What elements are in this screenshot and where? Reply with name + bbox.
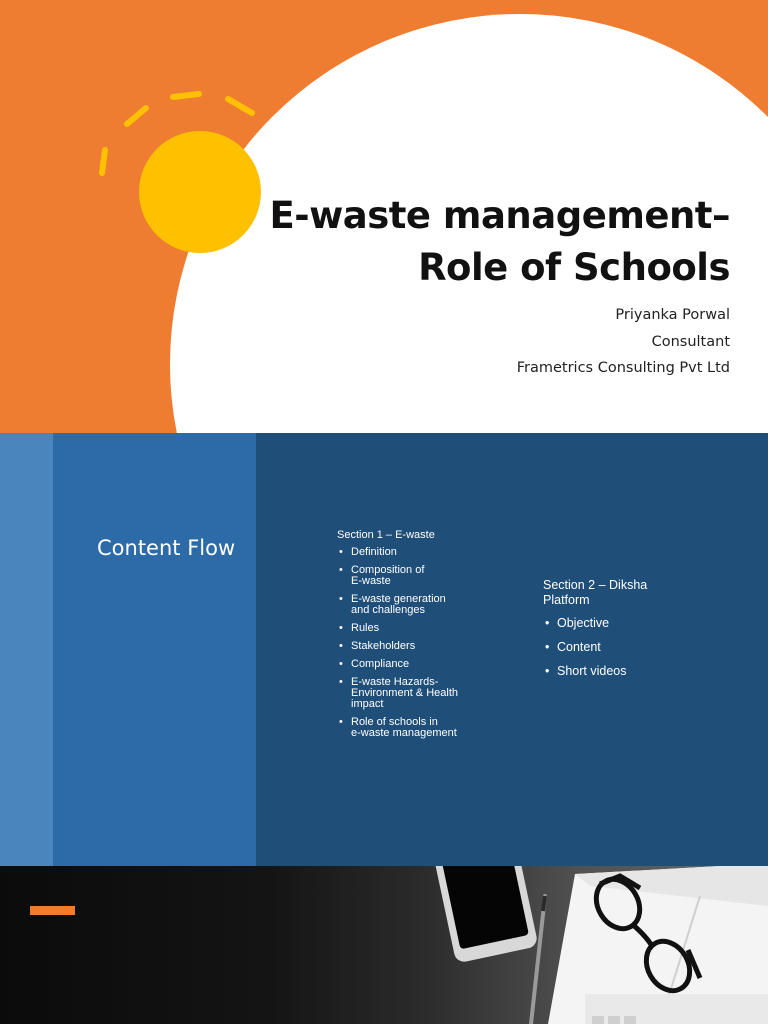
section-2-list: [543, 616, 683, 678]
section-2-title-line: Platform: [543, 593, 590, 607]
presenter-name: Priyanka Porwal: [615, 307, 730, 323]
list-item: • Rules: [339, 622, 380, 634]
section-2: [543, 578, 683, 688]
list-item: • Definition: [339, 546, 397, 558]
list-item: • Stakeholders: [339, 640, 416, 652]
heading-panel: [53, 433, 256, 866]
list-item-text: E-waste generation: [351, 593, 446, 605]
list-item: • E-waste generation and challenges: [337, 594, 487, 616]
smartphone-icon: [433, 866, 538, 964]
list-item-text: impact: [351, 698, 384, 710]
slide-title: [269, 190, 730, 294]
section-1-title: Section 1 – E-waste: [337, 529, 435, 541]
content-flow-slide: [0, 433, 768, 866]
list-item: • Content: [545, 640, 601, 654]
title-slide: [0, 0, 768, 433]
list-item: • Short videos: [545, 664, 627, 678]
list-item-text: Rules: [351, 622, 380, 634]
section-1: [337, 529, 487, 746]
list-item-text: Role of schools in: [351, 716, 438, 728]
list-item-text: e-waste management: [351, 727, 457, 739]
left-strip: [0, 433, 53, 866]
list-item-text: Environment & Health: [351, 687, 458, 699]
list-item-text: Compliance: [351, 658, 410, 670]
presenter-role: Consultant: [651, 333, 730, 350]
section-2-title-line: Section 2 – Diksha: [543, 578, 648, 592]
list-item: • Compliance: [339, 658, 410, 670]
list-item-text: Content: [557, 640, 601, 654]
list-item: • E-waste Hazards- Environment & Health impact: [337, 677, 487, 710]
section-2-title: [543, 578, 683, 608]
title-line-2: Role of Schools: [418, 246, 730, 289]
list-item-text: Definition: [351, 546, 397, 558]
list-item-text: Short videos: [557, 664, 627, 678]
list-item-text: and challenges: [351, 604, 426, 616]
content-flow-heading: Content Flow: [97, 536, 236, 560]
notebook-icon: [548, 866, 768, 1024]
presenter-info: [517, 302, 730, 382]
list-item-text: Objective: [557, 616, 610, 630]
desk-photo: [0, 866, 768, 1024]
presenter-company: Frametrics Consulting Pvt Ltd: [516, 360, 730, 376]
sun-icon: [139, 131, 261, 253]
title-line-1: E-waste management–: [269, 194, 730, 237]
list-item: • Composition of E-waste: [337, 565, 487, 587]
photo-slide: [0, 866, 768, 1024]
section-1-list: [337, 547, 487, 739]
list-item-text: Stakeholders: [351, 640, 416, 652]
list-item: • Objective: [545, 616, 610, 630]
list-item-text: E-waste: [351, 575, 391, 587]
list-item-text: E-waste Hazards-: [351, 676, 439, 688]
pen-tip: [543, 896, 545, 911]
list-item-text: Composition of: [351, 564, 425, 576]
list-item: • Role of schools in e-waste management: [337, 717, 487, 739]
pen-icon: [531, 896, 545, 1024]
